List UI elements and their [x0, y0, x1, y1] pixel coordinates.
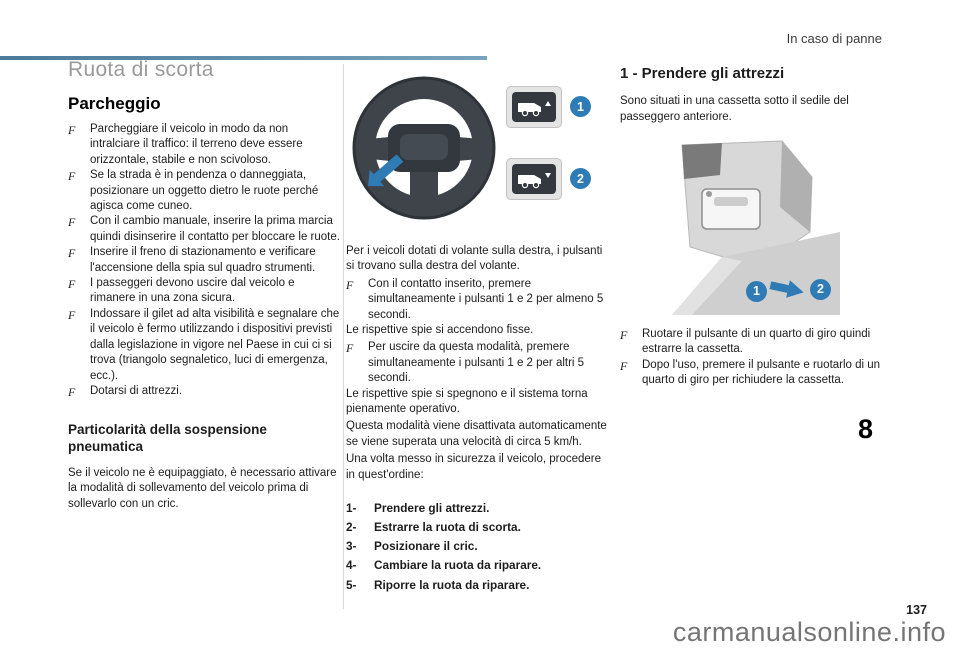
list-item-text: Parcheggiare il veicolo in modo da non intralciare il traffico: il terreno deve essere orizzontale, stabile e non scivoloso. [90, 123, 303, 166]
right-column [620, 64, 910, 389]
list-item-text: Con il cambio manuale, inserire la prima marcia quindi disinserire il contatto per bloccare le ruote. [90, 215, 340, 243]
left-column [68, 58, 340, 512]
step-item [346, 537, 608, 556]
list-item-text: I passeggeri devono uscire dal veicolo e rimanere in una zona sicura. [90, 277, 295, 305]
attrezzi-intro: Sono situati in una cassetta sotto il sedile del passeggero anteriore. [620, 95, 849, 123]
list-item [620, 358, 910, 389]
step-number: 2- [346, 520, 357, 535]
pointer-icon: F [620, 327, 628, 342]
van-up-icon [517, 97, 551, 117]
page-number: 137 [906, 603, 927, 617]
step-number: 5- [346, 577, 357, 592]
heading-attrezzi: 1 - Prendere gli attrezzi [620, 65, 785, 82]
callout-1-badge: 1 [570, 96, 591, 117]
pointer-icon: F [68, 169, 76, 184]
pointer-icon: F [68, 246, 76, 261]
pointer-icon: F [68, 307, 76, 322]
list-item [68, 245, 340, 276]
steering-wheel-figure [348, 62, 606, 244]
list-item [346, 277, 608, 323]
list-item-text: Inserire il freno di stazionamento e verificare l'accensione della spia sul quadro strumenti. [90, 246, 316, 274]
list-item-text: Indossare il gilet ad alta visibilità e segnalare che il veicolo è fermo utilizzando i dispositivi previsti dalla legislazione in vigore nel Paese in cui ci si trova (triangolo segnaletico, luci di emergenza, ecc.). [90, 307, 340, 382]
steering-wheel-illustration [348, 62, 498, 237]
list-item-text: Dotarsi di attrezzi. [90, 384, 183, 397]
step-text: Cambiare la ruota da riparare. [374, 558, 542, 573]
step-text: Prendere gli attrezzi. [374, 501, 490, 516]
button-2-face [512, 164, 556, 194]
step-text: Riporre la ruota da riparare. [374, 577, 530, 592]
page-title: Ruota di scorta [68, 58, 214, 81]
watermark: carmanualsonline.info [672, 617, 946, 647]
toolbox-under-seat-figure [662, 137, 842, 319]
list-item [68, 276, 340, 307]
para-rhd: Per i veicoli dotati di volante sulla destra, i pulsanti si trovano sulla destra del volante. [346, 245, 603, 273]
list-item-text: Ruotare il pulsante di un quarto di giro quindi estrarre la cassetta. [642, 327, 871, 356]
list-item-text: Dopo l'uso, premere il pulsante e ruotarlo di un quarto di giro per richiudere la cassetta. [642, 358, 881, 387]
callout-1-badge: 1 [746, 281, 767, 302]
list-item [620, 327, 910, 358]
pointer-icon: F [68, 384, 76, 399]
list-item-text: Per uscire da questa modalità, premere simultaneamente i pulsanti 1 e 2 per altri 5 secondi. [368, 341, 585, 385]
list-item [68, 122, 340, 168]
pointer-icon: F [68, 215, 76, 230]
list-item-text: Con il contatto inserito, premere simultaneamente i pulsanti 1 e 2 per almeno 5 secondi. [368, 277, 604, 321]
pointer-icon: F [346, 277, 354, 292]
step-item [346, 499, 608, 518]
para-order: Una volta messo in sicurezza il veicolo, procedere in quest'ordine: [346, 453, 602, 481]
list-item [68, 384, 340, 400]
right-arrow-icon [768, 277, 808, 301]
chapter-number: 8 [858, 414, 874, 444]
pointer-icon: F [346, 341, 354, 356]
step-number: 1- [346, 501, 357, 516]
heading-parcheggio: Parcheggio [68, 94, 161, 113]
heading-sospensione: Particolarità della sospensione pneumatica [68, 421, 267, 454]
pointer-icon: F [620, 358, 628, 373]
list-item [68, 307, 340, 384]
step-text: Posizionare il cric. [374, 539, 478, 554]
callout-2-badge: 2 [810, 279, 831, 300]
button-1-face [512, 92, 556, 122]
pointer-icon: F [68, 123, 76, 137]
step-text: Estrarre la ruota di scorta. [374, 520, 521, 535]
para-lamps-off: Le rispettive spie si spegnono e il sistema torna pienamente operativo. [346, 387, 588, 416]
step-number: 3- [346, 539, 357, 554]
step-item [346, 518, 608, 537]
list-item [346, 340, 608, 386]
middle-column [346, 244, 608, 595]
step-item [346, 556, 608, 575]
list-item [68, 214, 340, 245]
line-lamps-on: Le rispettive spie si accendono fisse. [346, 324, 534, 337]
step-number: 4- [346, 558, 357, 573]
list-item-text: Se la strada è in pendenza o danneggiata, posizionare un oggetto dietro le ruote perché agisca come cuneo. [90, 169, 319, 213]
para-auto-deactivate: Questa modalità viene disattivata automaticamente se viene superata una velocità di circa 5 km/h. [346, 420, 607, 448]
callout-2-badge: 2 [570, 168, 591, 189]
procedure-steps [346, 499, 608, 595]
suspension-button-2-image [506, 158, 562, 200]
list-item [68, 168, 340, 214]
section-header: In caso di panne [786, 31, 882, 46]
step-item [346, 576, 608, 595]
suspension-button-1-image [506, 86, 562, 128]
pointer-icon: F [68, 277, 76, 292]
van-down-icon [517, 169, 551, 189]
column-divider [343, 64, 344, 609]
sospensione-body: Se il veicolo ne è equipaggiato, è necessario attivare la modalità di sollevamento del veicolo prima di sollevarlo con un cric. [68, 466, 337, 510]
